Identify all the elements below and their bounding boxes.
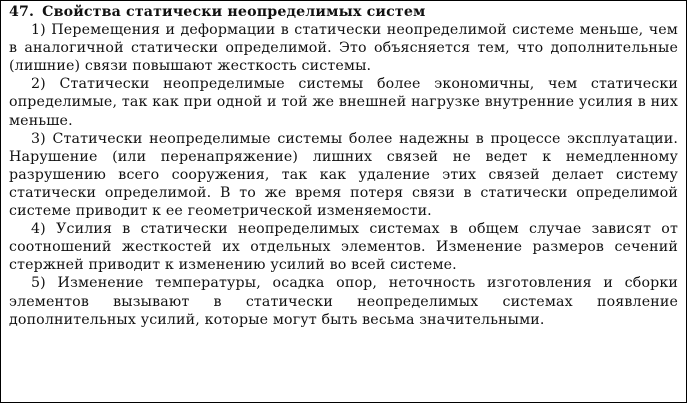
section-heading <box>9 3 678 21</box>
paragraph-2: 2) Статически неопределимые системы более экономичны, чем статически определимые, так как при одной и той же внешней нагрузке внутренние усилия в них меньше. <box>9 76 678 129</box>
paragraph-4: 4) Усилия в статически неопределимых системах в общем случае зависят от соотношений жесткостей их отдельных элементов. Изменение размеров сечений стержней приводит к изменению усилий во всей системе. <box>9 221 678 274</box>
paragraph-3: 3) Статически неопределимые системы более надежны в процессе эксплуатации. Нарушение (или перенапряжение) лишних связей не ведет к немедленному разрушению всего сооружения, так как удаление этих связей делает систему статически определимой. В то же время потеря связи в статически определимой системе приводит к ее геометрической изменяемости. <box>9 130 678 220</box>
paragraph-1: 1) Перемещения и деформации в статически неопределимой системе меньше, чем в аналогичной статически определимой. Это объясняется тем, что дополнительные (лишние) связи повышают жесткость системы. <box>9 22 678 75</box>
paragraph-5: 5) Изменение температуры, осадка опор, неточность изготовления и сборки элементов вызывают в статически неопределимых системах появление дополнительных усилий, которые могут быть весьма значительными. <box>9 275 678 328</box>
section-title: Свойства статически неопределимых систем <box>42 4 426 20</box>
section-number: 47. <box>9 4 35 20</box>
